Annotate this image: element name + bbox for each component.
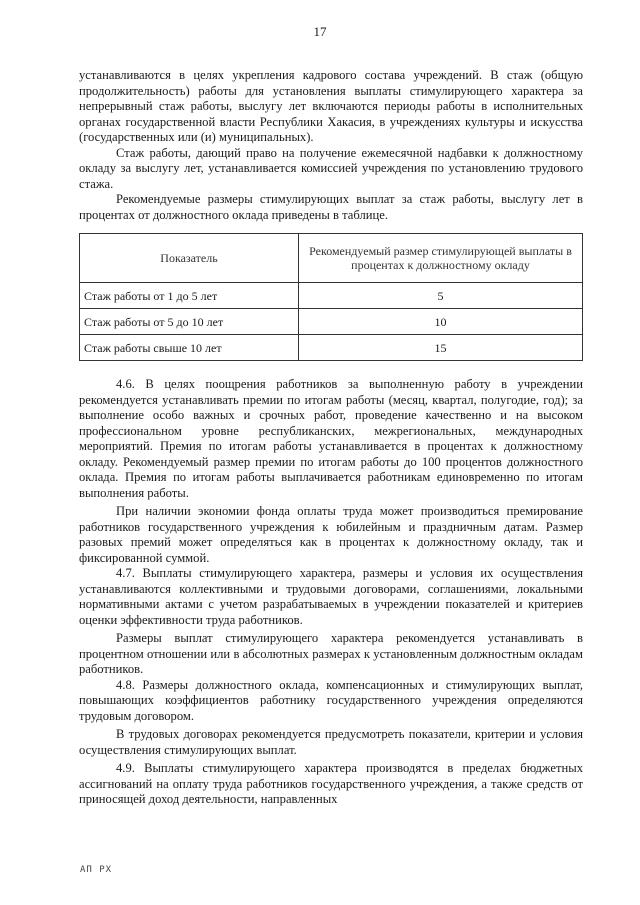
paragraph-4-9: 4.9. Выплаты стимулирующего характера производятся в пределах бюджетных ассигнований на оплату труда работников государственного учреждения, а также средств от приносящей доход деятельности, направленных [79,761,583,806]
paragraph-4-8: 4.8. Размеры должностного оклада, компенсационных и стимулирующих выплат, повышающих коэффициентов работнику государственного учреждения определяются трудовым договором. [79,677,583,723]
footer-code: АП РХ [80,865,113,875]
paragraph-labor-contracts: В трудовых договорах рекомендуется предусмотреть показатели, критерии и условия осуществления стимулирующих выплат. [79,727,583,757]
paragraph-table-intro: Рекомендуемые размеры стимулирующих выплат за стаж работы, выслугу лет в процентах от должностного оклада приведены в таблице. [79,192,583,222]
table-cell-label: Стаж работы от 1 до 5 лет [80,283,299,309]
table-cell-value: 15 [299,335,583,361]
rates-table-wrapper [79,233,583,361]
table-row [80,309,583,335]
table-cell-label: Стаж работы свыше 10 лет [80,335,299,361]
paragraph-payment-sizes: Размеры выплат стимулирующего характера рекомендуется устанавливать в процентном отношении или в абсолютных размерах к установленным должностным окладам работников. [79,631,583,676]
paragraph-seniority-commission: Стаж работы, дающий право на получение ежемесячной надбавки к должностному окладу за выслугу лет, устанавливается комиссией учреждения по установлению трудового стажа. [79,145,583,191]
document-body [79,68,583,808]
table-row [80,335,583,361]
table-header-row [80,234,583,283]
page-number: 17 [313,24,327,39]
table-row [80,283,583,309]
paragraph-4-6: 4.6. В целях поощрения работников за выполненную работу в учреждении рекомендуется устанавливать премии по итогам работы (месяц, квартал, полугодие, год); за выполнение особо важных и срочных работ, проведение качественно и на высоком профессиональном уровне республиканских, межрегиональных, международных мероприятий. Премия по итогам работы устанавливается в процентах к должностному окладу. Рекомендуемый размер премии по итогам работы до 100 процентов должностного оклада. Премия по итогам работы выплачивается работникам единовременно по итогам выполнения работы. [79,377,583,500]
paragraph-bonus-savings: При наличии экономии фонда оплаты труда может производиться премирование работников государственного учреждения к юбилейным и праздничным датам. Размер разовых премий может определяться как в процентах к должностному окладу, так и фиксированной суммой. [79,504,583,565]
table-header-indicator: Показатель [80,234,299,283]
table-cell-value: 10 [299,309,583,335]
seniority-rates-table [79,233,583,361]
paragraph-continuation: устанавливаются в целях укрепления кадрового состава учреждений. В стаж (общую продолжительность) работы для установления выплаты стимулирующего характера за непрерывный стаж работы, выслугу лет включаются периоды работы в исполнительных органах государственной власти Республики Хакасия, в учреждениях культуры и искусства (государственных или (и) муниципальных). [79,68,583,144]
table-cell-label: Стаж работы от 5 до 10 лет [80,309,299,335]
paragraph-4-7: 4.7. Выплаты стимулирующего характера, размеры и условия их осуществления устанавливаются коллективными и трудовыми договорами, соглашениями, локальными нормативными актами с учетом разрабатываемых в учреждении показателей и критериев оценки эффективности труда работников. [79,566,583,627]
table-header-rate: Рекомендуемый размер стимулирующей выплаты в процентах к должностному окладу [299,234,583,283]
table-cell-value: 5 [299,283,583,309]
